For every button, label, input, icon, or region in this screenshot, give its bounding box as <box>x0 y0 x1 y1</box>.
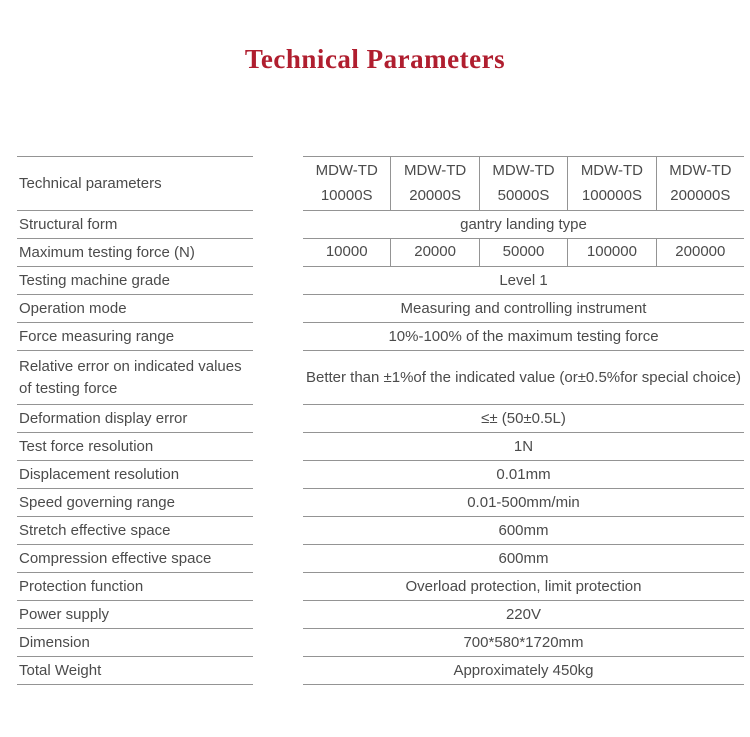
column-gap <box>253 573 303 601</box>
column-header-model-1 <box>303 157 390 210</box>
table-row <box>17 239 744 267</box>
value-cell <box>390 239 478 266</box>
row-label: Relative error on indicated values of testing force <box>17 351 253 405</box>
row-value: 0.01-500mm/min <box>303 489 744 517</box>
row-value: 1N <box>303 433 744 461</box>
cell-text: 10000 <box>325 243 368 261</box>
row-label: Dimension <box>17 629 253 657</box>
column-gap <box>253 405 303 433</box>
column-gap <box>253 211 303 239</box>
column-gap <box>253 517 303 545</box>
table-row <box>17 545 744 573</box>
model-number: 20000S <box>409 186 461 204</box>
row-value: Level 1 <box>303 267 744 295</box>
row-label: Deformation display error <box>17 405 253 433</box>
row-value: Better than ±1%of the indicated value (or±0.5%for special choice) <box>303 351 744 405</box>
model-series: MDW-TD <box>404 161 467 179</box>
row-value: gantry landing type <box>303 211 744 239</box>
column-gap <box>253 433 303 461</box>
model-series: MDW-TD <box>492 161 555 179</box>
table-row <box>17 323 744 351</box>
column-gap <box>253 156 303 211</box>
row-value-cells <box>303 239 744 267</box>
page-title: Technical Parameters <box>244 44 506 74</box>
cell-text: 20000 <box>414 243 456 261</box>
model-columns <box>303 156 744 211</box>
row-value: 220V <box>303 601 744 629</box>
column-header-model-3 <box>479 157 567 210</box>
model-number: 50000S <box>497 186 550 204</box>
row-value: 700*580*1720mm <box>303 629 744 657</box>
row-label: Testing machine grade <box>17 267 253 295</box>
value-cell <box>479 239 567 266</box>
row-label: Operation mode <box>17 295 253 323</box>
row-value: 600mm <box>303 545 744 573</box>
column-gap <box>253 601 303 629</box>
row-value: 0.01mm <box>303 461 744 489</box>
row-label: Stretch effective space <box>17 517 253 545</box>
table-row <box>17 657 744 685</box>
column-gap <box>253 489 303 517</box>
row-value: 10%-100% of the maximum testing force <box>303 323 744 351</box>
row-label: Maximum testing force (N) <box>17 239 253 267</box>
table-row <box>17 211 744 239</box>
row-value: Approximately 450kg <box>303 657 744 685</box>
model-series: MDW-TD <box>315 161 378 179</box>
table-row <box>17 433 744 461</box>
value-cell <box>303 239 390 266</box>
column-header-model-5 <box>656 157 744 210</box>
table-row <box>17 601 744 629</box>
row-label: Compression effective space <box>17 545 253 573</box>
model-series: MDW-TD <box>669 161 732 179</box>
column-header-model-2 <box>390 157 478 210</box>
table-row <box>17 351 744 405</box>
table-row <box>17 489 744 517</box>
row-label: Power supply <box>17 601 253 629</box>
model-number: 100000S <box>581 186 642 204</box>
column-gap <box>253 629 303 657</box>
row-value: ≤± (50±0.5L) <box>303 405 744 433</box>
column-gap <box>253 295 303 323</box>
model-number: 10000S <box>320 186 373 204</box>
table-row <box>17 629 744 657</box>
header-label: Technical parameters <box>17 156 253 211</box>
row-value: Measuring and controlling instrument <box>303 295 744 323</box>
row-label: Displacement resolution <box>17 461 253 489</box>
row-label: Force measuring range <box>17 323 253 351</box>
column-gap <box>253 351 303 405</box>
row-value: 600mm <box>303 517 744 545</box>
table-row <box>17 405 744 433</box>
column-gap <box>253 323 303 351</box>
cell-text: 50000 <box>502 243 545 261</box>
table-row <box>17 517 744 545</box>
model-number: 200000S <box>670 186 731 204</box>
value-cell <box>567 239 655 266</box>
row-value: Overload protection, limit protection <box>303 573 744 601</box>
table-row <box>17 267 744 295</box>
model-series: MDW-TD <box>580 161 644 179</box>
row-label: Test force resolution <box>17 433 253 461</box>
row-label: Protection function <box>17 573 253 601</box>
row-label: Speed governing range <box>17 489 253 517</box>
table-row <box>17 573 744 601</box>
column-header-model-4 <box>567 157 655 210</box>
table-row <box>17 461 744 489</box>
page <box>0 44 750 737</box>
column-gap <box>253 239 303 267</box>
cell-text: 100000 <box>586 243 637 261</box>
cell-text: 200000 <box>675 243 726 261</box>
table-row <box>17 295 744 323</box>
spec-table <box>17 156 744 685</box>
column-gap <box>253 461 303 489</box>
row-label: Total Weight <box>17 657 253 685</box>
column-gap <box>253 657 303 685</box>
column-gap <box>253 267 303 295</box>
table-header-row <box>17 156 744 211</box>
value-cell <box>656 239 744 266</box>
row-label: Structural form <box>17 211 253 239</box>
column-gap <box>253 545 303 573</box>
